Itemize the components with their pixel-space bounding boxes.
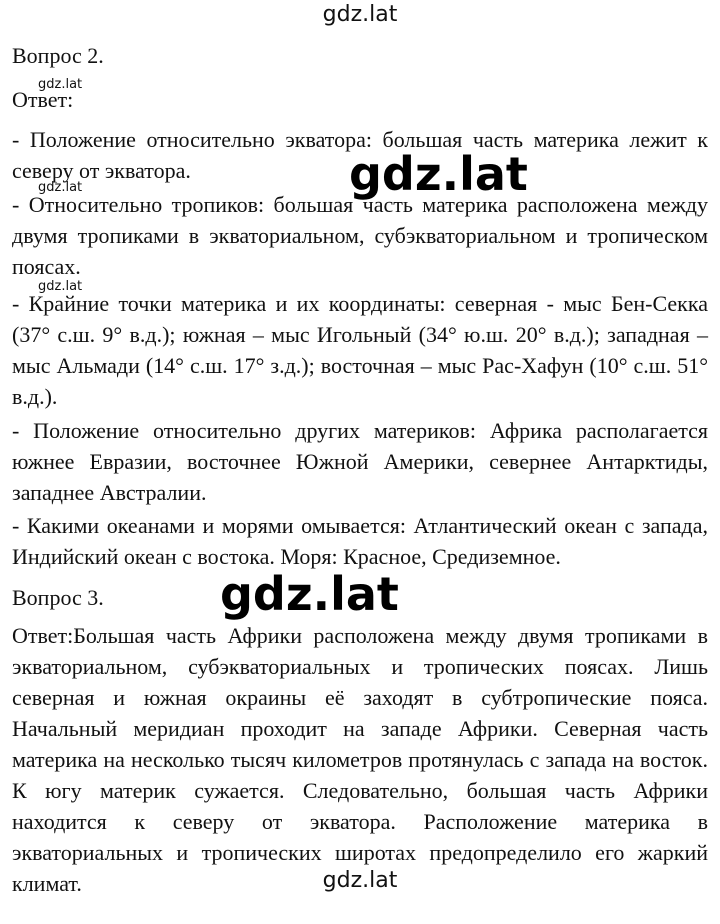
question-2-item-oceans-seas: - Какими океанами и морями омывается: Атлантический океан с запада, Индийский океан с востока. Моря: Красное, Средиземное. [12, 513, 708, 569]
watermark-top: gdz.lat [322, 2, 398, 27]
question-2-item-other-continents: - Положение относительно других материков: Африка располагается южнее Евразии, восточнее Южной Америки, севернее Антарктиды, западнее Австралии. [12, 418, 708, 505]
watermark-small-3: gdz.lat [38, 279, 83, 294]
watermark-small-1: gdz.lat [38, 77, 83, 92]
question-2-answer-label: Ответ: [12, 87, 74, 112]
watermark-bottom: gdz.lat [322, 868, 398, 893]
question-3-answer: Ответ:Большая часть Африки расположена между двумя тропиками в экваториальном, субэкваториальных и тропических поясах. Лишь северная и южная окраины её заходят в субтропические пояса. Начальный меридиан проходит на западе Африки. Северная часть материка на несколько тысяч километров протянулась с запада на восток. К югу материк сужается. Следовательно, большая часть Африки находится к северу от экватора. Расположение материка в экваториальных и тропических широтах предопределило его жаркий климат. [12, 623, 708, 896]
question-3-heading: Вопрос 3. [12, 585, 104, 610]
question-2-item-extreme-points: - Крайние точки материка и их координаты: северная - мыс Бен-Секка (37° с.ш. 9° в.д.); южная – мыс Игольный (34° ю.ш. 20° в.д.); западная – мыс Альмади (14° с.ш. 17° з.д.); восточная – мыс Рас-Хафун (10° с.ш. 51° в.д.). [12, 291, 708, 409]
watermark-small-2: gdz.lat [38, 180, 83, 195]
watermark-big-2: gdz.lat [220, 567, 399, 621]
question-2-item-tropics: - Относительно тропиков: большая часть материка расположена между двумя тропиками в экваториальном, субэкваториальном и тропическом поясах. [12, 192, 708, 279]
question-2-item-equator: - Положение относительно экватора: большая часть материка лежит к северу от экватора. [12, 127, 708, 183]
watermark-big-1: gdz.lat [349, 147, 528, 201]
question-2-heading: Вопрос 2. [12, 43, 104, 68]
